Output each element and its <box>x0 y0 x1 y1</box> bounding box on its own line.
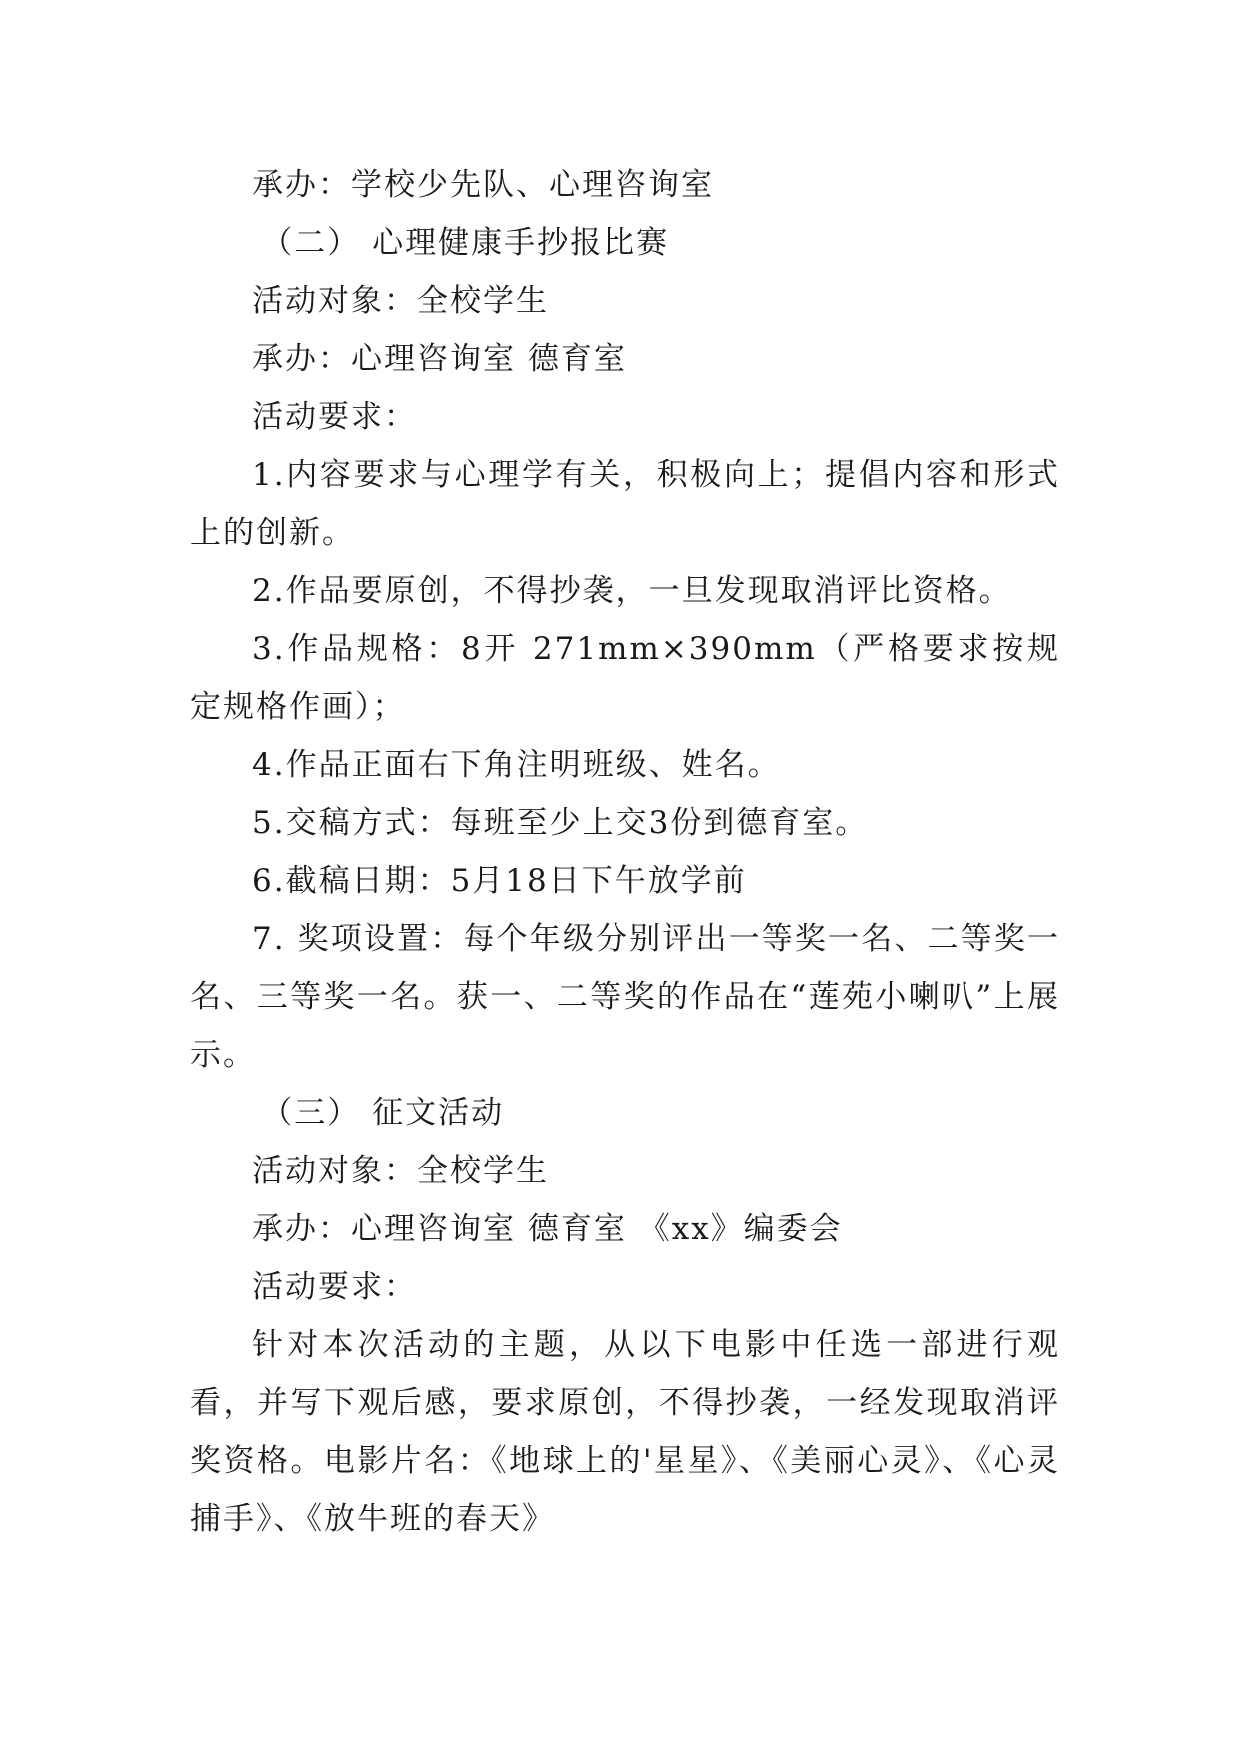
requirement-item: 4.作品正面右下角注明班级、姓名。 <box>252 747 781 783</box>
organizer-line: 承办：心理咨询室 德育室 《xx》编委会 <box>252 1211 843 1247</box>
requirement-item: 6.截稿日期：5月18日下午放学前 <box>252 863 747 899</box>
requirement-item: 1.内容要求与心理学有关，积极向上；提倡内容和形式上的创新。 <box>190 457 1060 551</box>
requirement-item: 2.作品要原创，不得抄袭，一旦发现取消评比资格。 <box>252 573 1012 609</box>
requirements-label: 活动要求： <box>252 1269 417 1305</box>
requirement-item: 7. 奖项设置：每个年级分别评出一等奖一名、二等奖一名、三等奖一名。获一、二等奖的作品在“莲苑小喇叭”上展示。 <box>190 921 1060 1073</box>
essay-requirement: 针对本次活动的主题，从以下电影中任选一部进行观看，并写下观后感，要求原创，不得抄袭，一经发现取消评奖资格。电影片名：《地球上的'星星》、《美丽心灵》、《心灵捕手》、《放牛班的春天》 <box>190 1327 1060 1537</box>
requirement-item: 3.作品规格：8开 271mm×390mm（严格要求按规定规格作画）； <box>190 631 1060 725</box>
activity-target: 活动对象：全校学生 <box>252 283 549 319</box>
requirement-item: 5.交稿方式：每班至少上交3份到德育室。 <box>252 805 869 841</box>
organizer-line: 承办：心理咨询室 德育室 <box>252 341 627 377</box>
organizer-line: 承办：学校少先队、心理咨询室 <box>252 167 714 203</box>
document-body <box>190 156 1060 1548</box>
section-heading-2: （二） 心理健康手抄报比赛 <box>261 225 670 261</box>
section-heading-3: （三） 征文活动 <box>261 1095 505 1131</box>
activity-target: 活动对象：全校学生 <box>252 1153 549 1189</box>
requirements-label: 活动要求： <box>252 399 417 435</box>
